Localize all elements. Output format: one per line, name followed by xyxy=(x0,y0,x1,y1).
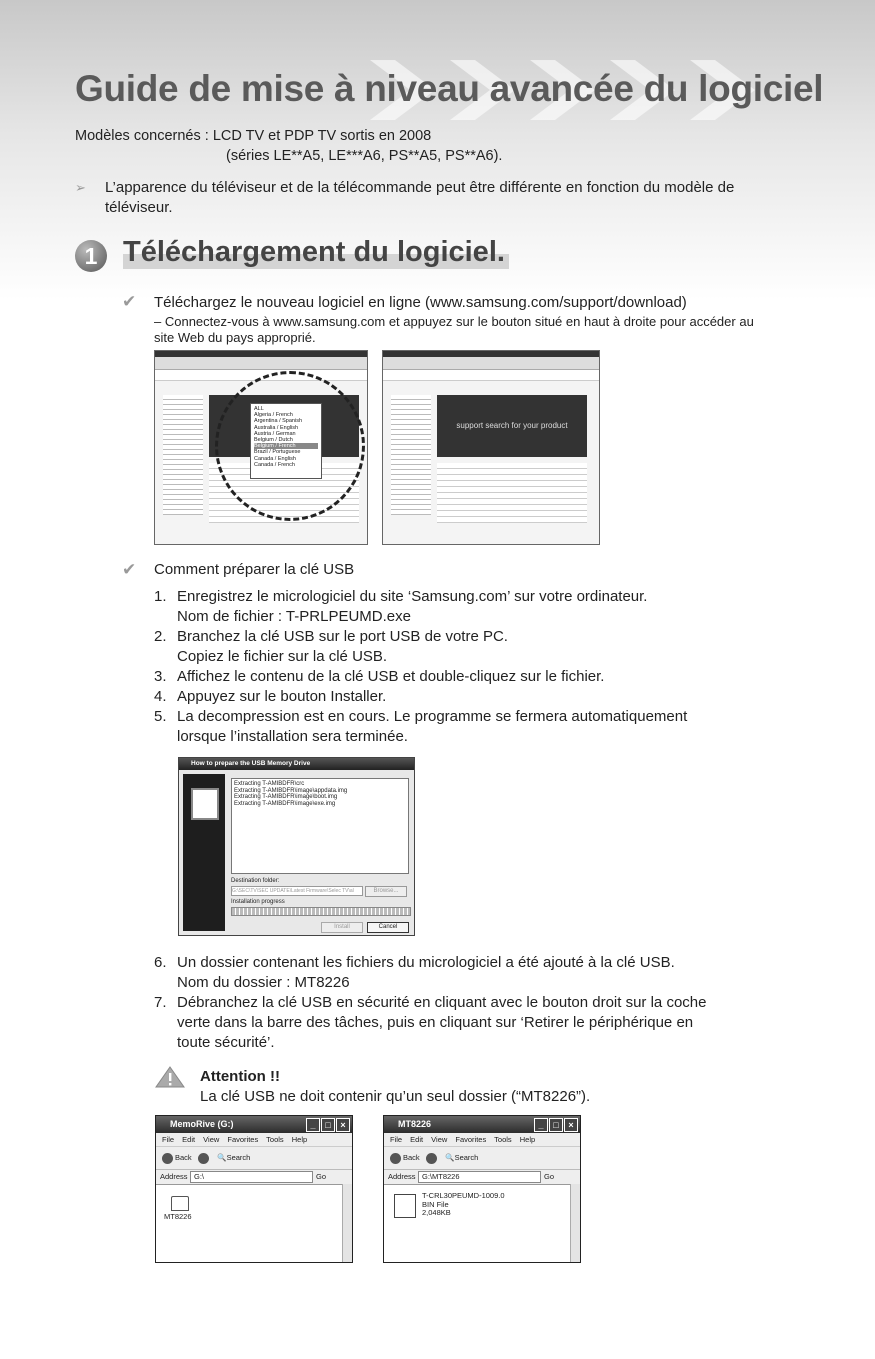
maximize-icon[interactable]: □ xyxy=(549,1118,563,1132)
step-text: La decompression est en cours. Le programme se fermera automatiquement xyxy=(177,708,688,725)
dropdown-item[interactable]: Australia / English xyxy=(254,424,299,431)
step-text: Débranchez la clé USB en sécurité en cliquant avec le bouton droit sur la coche xyxy=(177,994,707,1011)
menu-bar[interactable]: File Edit View Favorites Tools Help xyxy=(156,1133,352,1147)
checkmark-icon: ✔ xyxy=(122,292,137,311)
back-icon[interactable] xyxy=(390,1153,401,1164)
folder-icon[interactable] xyxy=(171,1196,189,1211)
folder-name[interactable]: MT8226 xyxy=(164,1212,192,1221)
address-bar xyxy=(384,1170,580,1185)
download-instruction: Téléchargez le nouveau logiciel en ligne (www.samsung.com/support/download) xyxy=(154,294,687,311)
log-line: Extracting T-AMIBDFR\image\boot.img xyxy=(234,794,338,800)
search-icon[interactable]: 🔍 xyxy=(217,1153,227,1162)
step-text: Affichez le contenu de la clé USB et double-cliquez sur le fichier. xyxy=(177,668,605,685)
progress-bar xyxy=(231,907,411,916)
scrollbar[interactable] xyxy=(570,1184,580,1262)
address-input[interactable]: G:\MT8226 xyxy=(418,1171,541,1183)
window-title xyxy=(384,1116,580,1133)
close-icon[interactable]: × xyxy=(336,1118,350,1132)
destination-field[interactable]: G:\SEC\TV\SEC UPDATE\Latest Firmware\Selec TV\al xyxy=(231,886,363,896)
progress-label: Installation progress xyxy=(231,899,285,905)
download-sub-instruction: – Connectez-vous à www.samsung.com et appuyez sur le bouton situé en haut à droite pour accéder au site Web du pays approprié. xyxy=(154,314,754,345)
toolbar xyxy=(384,1147,580,1170)
dropdown-item[interactable]: Belgium / French xyxy=(254,443,318,449)
scrollbar[interactable] xyxy=(342,1184,352,1262)
explorer-window-drive xyxy=(155,1115,353,1263)
section-title: Téléchargement du logiciel. xyxy=(123,236,509,269)
attention-text: La clé USB ne doit contenir qu’un seul dossier (“MT8226”). xyxy=(200,1088,591,1105)
dropdown-item[interactable]: Algeria / French xyxy=(254,412,293,419)
step-number: 4. xyxy=(154,688,167,705)
browser-screenshot-2 xyxy=(382,350,600,545)
menu-bar[interactable]: File Edit View Favorites Tools Help xyxy=(384,1133,580,1147)
dropdown-item[interactable]: Canada / French xyxy=(254,461,295,468)
bin-file-icon[interactable] xyxy=(394,1194,416,1218)
back-button[interactable]: Back xyxy=(175,1153,192,1162)
models-line-1: Modèles concernés : LCD TV et PDP TV sortis en 2008 xyxy=(75,128,432,144)
maximize-icon[interactable]: □ xyxy=(321,1118,335,1132)
dialog-side-panel xyxy=(183,774,225,931)
address-bar xyxy=(156,1170,352,1185)
hero-banner: support search for your product xyxy=(437,395,587,457)
minimize-icon[interactable]: _ xyxy=(306,1118,320,1132)
toolbar xyxy=(156,1147,352,1170)
window-title-text: MemoRive (G:) xyxy=(170,1119,234,1129)
step-number: 7. xyxy=(154,994,167,1011)
cancel-button[interactable]: Cancel xyxy=(367,922,409,933)
log-line: Extracting T-AMIBDFR\image\exe.img xyxy=(234,800,336,807)
extraction-log xyxy=(231,778,409,874)
note-text: L’apparence du téléviseur et de la télécommande peut être différente en fonction du modèle de téléviseur. xyxy=(105,179,735,216)
destination-label: Destination folder: xyxy=(231,878,280,884)
step-number: 1. xyxy=(154,588,167,605)
log-line: Extracting T-AMIBDFR\crc xyxy=(234,781,305,787)
file-name: T-CRL30PEUMD-1009.0 xyxy=(422,1191,505,1200)
folder-content xyxy=(384,1184,570,1262)
dropdown-item[interactable]: Brazil / Portuguese xyxy=(254,449,301,456)
folder-content xyxy=(156,1184,342,1262)
step-text: Appuyez sur le bouton Installer. xyxy=(177,688,387,705)
search-button[interactable]: Search xyxy=(454,1153,479,1162)
step-text: lorsque l’installation sera terminée. xyxy=(177,728,408,745)
sidebar-links xyxy=(163,395,203,515)
usb-drive-icon xyxy=(191,788,219,820)
back-button[interactable]: Back xyxy=(403,1153,420,1162)
step-number: 6. xyxy=(154,954,167,971)
dialog-title: How to prepare the USB Memory Drive xyxy=(179,758,414,770)
country-dropdown[interactable] xyxy=(250,403,322,479)
window-title xyxy=(156,1116,352,1133)
dropdown-item[interactable]: Canada / English xyxy=(254,455,296,462)
dropdown-item[interactable]: Austria / German xyxy=(254,430,296,437)
address-input[interactable]: G:\ xyxy=(190,1171,313,1183)
file-size: 2,048KB xyxy=(422,1208,451,1217)
usb-heading: Comment préparer la clé USB xyxy=(154,561,355,578)
dropdown-item[interactable]: Argentina / Spanish xyxy=(254,418,303,425)
warning-icon xyxy=(155,1066,185,1088)
arrow-icon: ➢ xyxy=(75,180,86,195)
step-text: Nom de fichier : T-PRLPEUMD.exe xyxy=(177,608,411,625)
file-type: BIN File xyxy=(422,1199,449,1209)
back-icon[interactable] xyxy=(162,1153,173,1164)
step-text: Un dossier contenant les fichiers du micrologiciel a été ajouté à la clé USB. xyxy=(177,954,675,971)
window-title-text: MT8226 xyxy=(398,1119,432,1129)
step-text: Branchez la clé USB sur le port USB de votre PC. xyxy=(177,628,508,645)
go-button[interactable]: Go xyxy=(316,1172,327,1181)
address-label: Address xyxy=(388,1172,416,1181)
browser-screenshot-1 xyxy=(154,350,368,545)
dropdown-item[interactable]: Belgium / Dutch xyxy=(254,437,293,444)
step-text: Copiez le fichier sur la clé USB. xyxy=(177,648,388,665)
minimize-icon[interactable]: _ xyxy=(534,1118,548,1132)
page-title: Guide de mise à niveau avancée du logiciel xyxy=(75,68,824,109)
step-text: toute sécurité’. xyxy=(177,1034,275,1051)
step-number: 2. xyxy=(154,628,167,645)
step-number: 5. xyxy=(154,708,167,725)
browse-button[interactable]: Browse... xyxy=(365,886,407,897)
search-button[interactable]: Search xyxy=(226,1153,251,1162)
checkmark-icon: ✔ xyxy=(122,560,137,579)
go-button[interactable]: Go xyxy=(544,1172,555,1181)
dropdown-item[interactable]: ALL xyxy=(254,406,264,412)
forward-icon[interactable] xyxy=(426,1153,437,1164)
step-text: verte dans la barre des tâches, puis en cliquant sur ‘Retirer le périphérique en xyxy=(177,1014,694,1031)
install-button[interactable]: Install xyxy=(321,922,363,933)
note xyxy=(75,178,795,218)
explorer-window-folder xyxy=(383,1115,581,1263)
models-info xyxy=(75,126,502,166)
forward-icon[interactable] xyxy=(198,1153,209,1164)
search-icon[interactable]: 🔍 xyxy=(445,1153,455,1162)
sidebar-links xyxy=(391,395,431,515)
file-details[interactable] xyxy=(422,1192,505,1218)
close-icon[interactable]: × xyxy=(564,1118,578,1132)
step-text: Enregistrez le micrologiciel du site ‘Samsung.com’ sur votre ordinateur. xyxy=(177,588,648,605)
step-number: 3. xyxy=(154,668,167,685)
step-text: Nom du dossier : MT8226 xyxy=(177,974,350,991)
address-label: Address xyxy=(160,1172,188,1181)
models-line-2: (séries LE**A5, LE***A6, PS**A5, PS**A6). xyxy=(226,148,503,164)
section-number: 1 xyxy=(75,240,107,272)
attention-title: Attention !! xyxy=(200,1068,280,1085)
content-links xyxy=(437,463,587,523)
log-line: Extracting T-AMIBDFR\image\appdata.img xyxy=(234,787,348,794)
install-dialog xyxy=(178,757,415,936)
